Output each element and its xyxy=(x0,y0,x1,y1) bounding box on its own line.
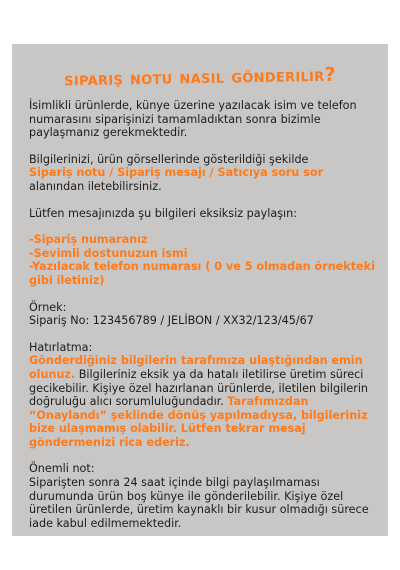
list-item: -Yazılacak telefon numarası ( 0 ve 5 olmadan örnekteki gibi iletiniz) xyxy=(29,260,375,287)
content-body xyxy=(29,99,379,543)
intro-paragraph: İsimlikli ürünlerde, künye üzerine yazılacak isim ve telefon numarasını siparişinizi tamamladıktan sonra bizimle paylaşmanız gerekmektedir. xyxy=(29,99,357,140)
list-item: -Sipariş numaranız xyxy=(29,233,148,247)
example-label: Örnek: xyxy=(29,300,67,314)
required-info-list xyxy=(29,233,379,287)
info-card xyxy=(12,44,388,536)
reminder-highlight-2: Tarafımızdan “Onaylandı” şeklinde dönüş yapılmadıysa, bilgileriniz bize ulaşmamış olabilir. Lütfen tekrar mesaj göndermenizi rica ederiz. xyxy=(29,395,368,449)
note-label: Önemli not: xyxy=(29,462,95,476)
page-title: sipariş notu nasıl gönderilir? xyxy=(63,63,337,91)
reminder-label: Hatırlatma: xyxy=(29,340,93,354)
example-block xyxy=(29,301,379,328)
important-note-block xyxy=(29,462,379,530)
reminder-block xyxy=(29,341,379,450)
reminder-highlight-1: Gönderdiğiniz bilgilerin tarafımıza ulaştığından emin olunuz. xyxy=(29,354,363,381)
where-to-send-paragraph xyxy=(29,153,379,194)
reminder-text: Bilgileriniz eksik ya da hatalı iletilirse üretim süreci gecikebilir. Kişiye özel hazırlanan ürünlerde, iletilen bilgilerin doğruluğu alıcı sorumluluğundadır. xyxy=(29,367,369,409)
example-text: Sipariş No: 123456789 / JELİBON / XX32/123/45/67 xyxy=(29,314,314,328)
share-info-paragraph: Lütfen mesajınızda şu bilgileri eksiksiz paylaşın: xyxy=(29,206,297,220)
list-item: -Sevimli dostunuzun ismi xyxy=(29,246,188,260)
note-text: Siparişten sonra 24 saat içinde bilgi paylaşılmaması durumunda ürün boş künye ile gönderilebilir. Kişiye özel üretilen ürünlerde, üretim kaynaklı bir kusur olmadığı sürece iade kabul edilmemektedir. xyxy=(29,476,369,530)
where-highlight: Sipariş notu / Sipariş mesajı / Satıcıya soru sor xyxy=(29,166,324,180)
where-outro: alanından iletebilirsiniz. xyxy=(29,179,162,193)
where-intro: Bilgilerinizi, ürün görsellerinde gösterildiği şekilde xyxy=(29,152,309,166)
